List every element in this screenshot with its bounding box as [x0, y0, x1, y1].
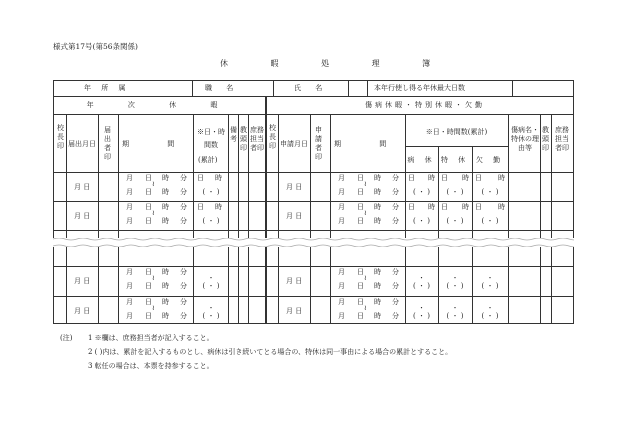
row-day: 日: [145, 174, 152, 182]
row-cumulative: ( ・ ): [413, 188, 430, 196]
row-month: 月: [338, 312, 345, 320]
row-month-day-right: 月 日: [286, 183, 303, 191]
rule: [310, 114, 311, 324]
rule: [405, 146, 508, 147]
row-hour-count: 時: [428, 203, 435, 211]
rule: [53, 230, 574, 231]
rule: [192, 80, 193, 96]
row-minute: 分: [180, 174, 187, 182]
row-month: 月: [126, 217, 133, 225]
col-sick: 病 休: [407, 156, 436, 164]
rule: [53, 114, 574, 115]
row-hour: 時: [162, 298, 169, 306]
row-day: 日: [145, 298, 152, 306]
page-title: 休 暇 処 理 簿: [220, 59, 451, 68]
col-special: 特 休: [440, 156, 470, 164]
row-dot: ・: [451, 304, 459, 312]
rule: [278, 114, 279, 324]
row-minute: 分: [392, 268, 399, 276]
row-day: 日: [145, 203, 152, 211]
row-month: 月: [126, 282, 133, 290]
col-cumulative: (累計): [198, 156, 218, 164]
row-day: 日: [357, 217, 364, 225]
row-dot: ・: [207, 274, 215, 282]
row-minute: 分: [392, 217, 399, 225]
row-day: 日: [145, 188, 152, 196]
row-day-count: 日: [197, 174, 204, 182]
row-month: 月: [338, 298, 345, 306]
row-month-day: 月 日: [74, 307, 91, 315]
row-month-day: 月 日: [74, 183, 91, 191]
row-hour: 時: [162, 268, 169, 276]
row-hour: 時: [162, 282, 169, 290]
row-cumulative: ( ・ ): [481, 217, 499, 225]
row-day: 日: [145, 282, 152, 290]
row-dot: ・: [207, 304, 215, 312]
col-filed-date: 届出月日: [68, 140, 96, 148]
row-hour: 時: [162, 217, 169, 225]
col-principal-seal: 校長印: [57, 124, 64, 150]
row-cumulative: ( ・ ): [202, 282, 220, 290]
row-hour-count: 時: [428, 174, 435, 182]
row-minute: 分: [392, 282, 399, 290]
row-cumulative: ( ・ ): [481, 312, 499, 320]
rule: [53, 96, 574, 97]
col-requester-seal: 申請者印: [315, 126, 322, 161]
row-month-day-right: 月 日: [286, 212, 303, 220]
row-day: 日: [357, 203, 364, 211]
note-1: 1 ※欄は、庶務担当者が記入すること。: [88, 334, 214, 342]
rule: [53, 266, 574, 267]
rule: [53, 296, 574, 297]
rule: [66, 114, 67, 324]
rule: [193, 114, 194, 324]
row-month: 月: [126, 174, 133, 182]
row-cumulative: ( ・ ): [446, 217, 464, 225]
row-day-count: 日: [441, 174, 448, 182]
row-day-count: 日: [408, 174, 415, 182]
row-hour: 時: [374, 188, 381, 196]
row-tilde: ≀: [364, 180, 367, 188]
row-tilde: ≀: [152, 274, 155, 282]
rule: [367, 80, 368, 96]
row-minute: 分: [392, 203, 399, 211]
name-label: 氏 名: [294, 84, 329, 92]
row-day-count: 日: [475, 203, 482, 211]
row-month: 月: [338, 188, 345, 196]
rule: [508, 114, 509, 324]
row-minute: 分: [392, 188, 399, 196]
rule: [265, 96, 267, 324]
rule: [512, 80, 513, 96]
row-cumulative: ( ・ ): [202, 188, 220, 196]
row-month: 月: [338, 217, 345, 225]
row-dot: ・: [486, 274, 494, 282]
row-day-count: 日: [475, 174, 482, 182]
rule: [273, 80, 274, 96]
row-month: 月: [126, 298, 133, 306]
row-hour: 時: [374, 174, 381, 182]
row-month: 月: [338, 174, 345, 182]
col-period: 期 間: [122, 140, 193, 148]
row-cumulative: ( ・ ): [413, 282, 430, 290]
rule: [472, 146, 473, 324]
row-hour: 時: [374, 268, 381, 276]
col-days-hours-cum: ※日・時間数(累計): [425, 128, 488, 136]
col-clerk-seal-2: 庶務担当者印: [555, 126, 569, 152]
note-2: 2 ( )内は、累計を記入するものとし、病休は引き続いてとる場合の、特休は同一事由による場合の累計とすること。: [88, 348, 453, 356]
row-month: 月: [338, 268, 345, 276]
col-days-hours: ※日・時間数: [197, 128, 225, 149]
rule: [348, 80, 349, 96]
rule: [98, 114, 99, 324]
rule: [438, 146, 439, 324]
max-days-label: 本年行使し得る年休最大日数: [374, 84, 465, 92]
col-remarks: 備考: [230, 126, 237, 143]
row-day-count: 日: [441, 203, 448, 211]
col-absence: 欠 勤: [475, 156, 505, 164]
rule: [330, 114, 331, 324]
col-filer-seal: 届出者印: [104, 126, 111, 161]
section-sick: 傷病休暇・特別休暇・欠勤: [365, 101, 485, 109]
row-minute: 分: [180, 268, 187, 276]
rule: [551, 114, 552, 324]
row-hour: 時: [162, 174, 169, 182]
row-month: 月: [338, 203, 345, 211]
row-day: 日: [357, 188, 364, 196]
row-cumulative: ( ・ ): [413, 312, 430, 320]
row-month-day: 月 日: [74, 277, 91, 285]
row-dot: ・: [486, 304, 494, 312]
affiliation-label: 年 所 属: [84, 84, 130, 92]
row-hour: 時: [162, 203, 169, 211]
rule: [228, 114, 229, 324]
row-day: 日: [357, 312, 364, 320]
row-tilde: ≀: [152, 180, 155, 188]
col-request-date: 申請月日: [280, 140, 308, 148]
row-cumulative: ( ・ ): [446, 312, 464, 320]
row-day: 日: [357, 282, 364, 290]
row-minute: 分: [392, 174, 399, 182]
row-dot: ・: [418, 274, 425, 282]
row-hour-count: 時: [215, 174, 222, 182]
col-head-seal: 校長印: [269, 124, 276, 150]
row-tilde: ≀: [152, 209, 155, 217]
row-minute: 分: [180, 188, 187, 196]
row-hour: 時: [374, 217, 381, 225]
row-minute: 分: [180, 217, 187, 225]
col-clerk-seal: 庶務担当者印: [250, 126, 264, 152]
job-label: 職 名: [205, 84, 240, 92]
row-hour-count: 時: [462, 174, 469, 182]
row-tilde: ≀: [364, 209, 367, 217]
row-day-count: 日: [197, 203, 204, 211]
row-minute: 分: [392, 312, 399, 320]
row-month: 月: [126, 203, 133, 211]
row-minute: 分: [392, 298, 399, 306]
row-hour: 時: [374, 298, 381, 306]
row-hour: 時: [162, 312, 169, 320]
row-hour: 時: [374, 203, 381, 211]
row-cumulative: ( ・ ): [202, 217, 220, 225]
row-minute: 分: [180, 298, 187, 306]
row-month: 月: [126, 312, 133, 320]
row-hour-count: 時: [498, 203, 505, 211]
row-month: 月: [126, 188, 133, 196]
row-cumulative: ( ・ ): [202, 312, 220, 320]
row-day: 日: [357, 268, 364, 276]
row-day-count: 日: [408, 203, 415, 211]
torn-gap: [53, 238, 574, 247]
row-tilde: ≀: [364, 274, 367, 282]
row-tilde: ≀: [364, 304, 367, 312]
row-minute: 分: [180, 282, 187, 290]
section-annual: 年 次 休 暇: [86, 101, 234, 109]
row-minute: 分: [180, 312, 187, 320]
rule: [118, 114, 119, 324]
col-reason: 傷病名・特休の理由等: [511, 126, 539, 152]
row-hour-count: 時: [215, 203, 222, 211]
row-minute: 分: [180, 203, 187, 211]
rule: [53, 201, 574, 202]
row-month: 月: [338, 282, 345, 290]
col-vice-seal: 教頭印: [542, 126, 549, 152]
row-cumulative: ( ・ ): [413, 217, 430, 225]
row-day: 日: [357, 174, 364, 182]
row-month-day-right: 月 日: [286, 277, 303, 285]
row-day: 日: [357, 298, 364, 306]
form-label: 様式第17号(第56条関係): [53, 42, 138, 51]
row-day: 日: [145, 268, 152, 276]
rule: [248, 114, 249, 324]
row-month-day-right: 月 日: [286, 307, 303, 315]
row-month: 月: [126, 268, 133, 276]
row-dot: ・: [418, 304, 425, 312]
row-cumulative: ( ・ ): [481, 188, 499, 196]
row-cumulative: ( ・ ): [446, 282, 464, 290]
row-hour: 時: [374, 312, 381, 320]
rule: [53, 172, 574, 173]
row-hour: 時: [374, 282, 381, 290]
col-remarks-2: 教頭印: [240, 126, 247, 152]
row-month-day: 月 日: [74, 212, 91, 220]
row-dot: ・: [451, 274, 459, 282]
row-hour: 時: [162, 188, 169, 196]
row-day: 日: [145, 217, 152, 225]
row-tilde: ≀: [152, 304, 155, 312]
row-hour-count: 時: [462, 203, 469, 211]
note-3: 3 転任の場合は、本票を持参すること。: [88, 362, 214, 370]
row-hour-count: 時: [498, 174, 505, 182]
row-day: 日: [145, 312, 152, 320]
note-label: (注): [60, 334, 73, 342]
row-cumulative: ( ・ ): [481, 282, 499, 290]
row-cumulative: ( ・ ): [446, 188, 464, 196]
col-period-2: 期 間: [334, 140, 405, 148]
